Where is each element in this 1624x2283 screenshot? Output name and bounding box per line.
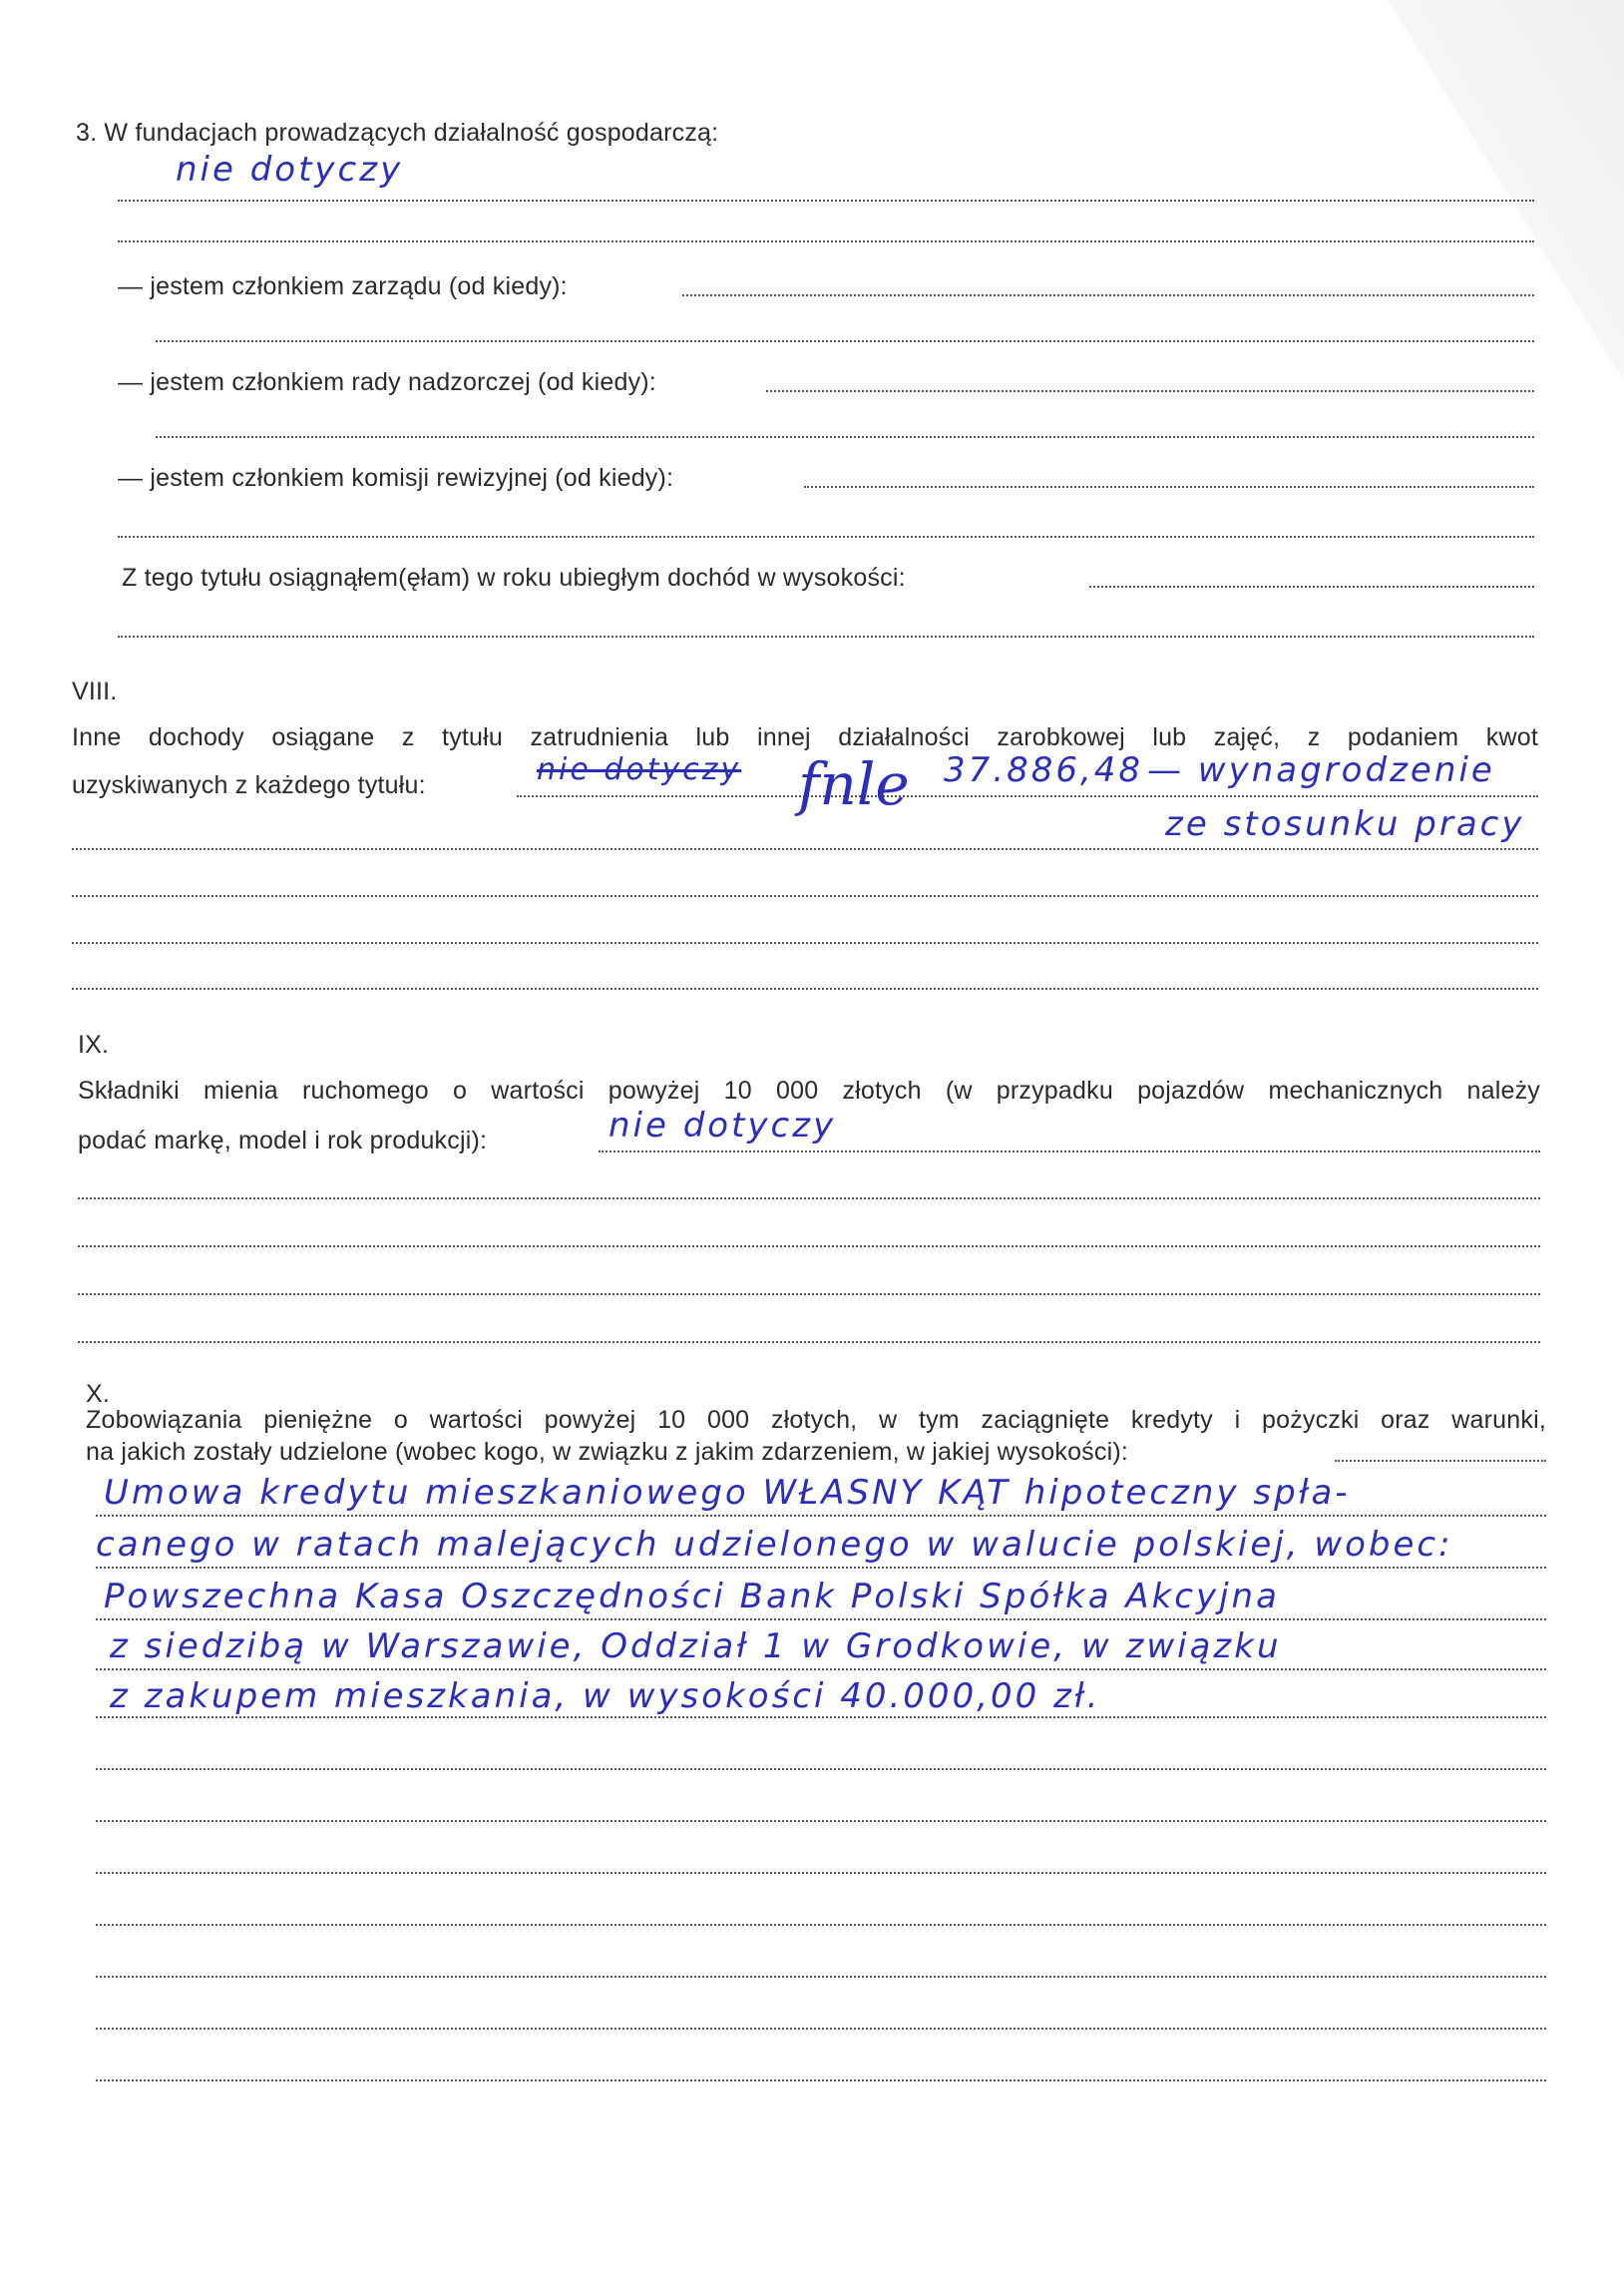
rada-label: — jestem członkiem rady nadzorczej (od kiedy): [118, 368, 656, 396]
section-8-description: — wynagrodzenie [1147, 750, 1495, 790]
answer-line[interactable] [118, 200, 1534, 202]
komisja-label: — jestem członkiem komisji rewizyjnej (od kiedy): [118, 464, 674, 492]
answer-line[interactable] [72, 942, 1538, 944]
section-9-text-2: podać markę, model i rok produkcji): [78, 1127, 488, 1154]
answer-line[interactable] [682, 294, 1534, 296]
answer-line[interactable] [96, 2079, 1546, 2081]
initials-mark: fnle [798, 750, 910, 818]
answer-line[interactable] [156, 436, 1534, 438]
answer-line[interactable] [1089, 586, 1534, 588]
section-9-numeral: IX. [78, 1031, 110, 1059]
section-10-text-2: na jakich zostały udzielone (wobec kogo, w związku z jakim zdarzeniem, w jakiej wysokości): [86, 1438, 1128, 1466]
folded-corner [1365, 0, 1624, 419]
answer-line[interactable] [517, 795, 1538, 797]
answer-line[interactable] [72, 988, 1538, 990]
answer-line[interactable] [156, 340, 1534, 342]
answer-line[interactable] [96, 1976, 1546, 1978]
section-3-answer: nie dotyczy [176, 150, 404, 190]
answer-line[interactable] [96, 1768, 1546, 1770]
answer-line[interactable] [96, 1515, 1546, 1517]
section-9-answer: nie dotyczy [609, 1106, 837, 1145]
section-10-answer-line: Umowa kredytu mieszkaniowego WŁASNY KĄT hipoteczny spła- [104, 1473, 1351, 1513]
answer-line[interactable] [72, 848, 1538, 850]
section-8-numeral: VIII. [72, 678, 118, 705]
section-10-answer-line: z zakupem mieszkania, w wysokości 40.000,00 zł. [110, 1676, 1101, 1716]
section-8-struck-answer: nie dotyczy [537, 752, 742, 787]
answer-line[interactable] [599, 1150, 1540, 1152]
answer-line[interactable] [1335, 1460, 1546, 1462]
section-10-text: Zobowiązania pieniężne o wartości powyżej 10 000 złotych, w tym zaciągnięte kredyty i pożyczki oraz warunki, [86, 1406, 1546, 1434]
answer-line[interactable] [766, 390, 1534, 392]
section-8-text: Inne dochody osiągane z tytułu zatrudnienia lub innej działalności zarobkowej lub zajęć, z podaniem kwot [72, 723, 1538, 751]
answer-line[interactable] [118, 240, 1534, 242]
answer-line[interactable] [78, 1341, 1540, 1343]
answer-line[interactable] [78, 1245, 1540, 1247]
answer-line[interactable] [78, 1197, 1540, 1199]
zarzad-label: — jestem członkiem zarządu (od kiedy): [118, 272, 568, 300]
answer-line[interactable] [96, 1668, 1546, 1670]
answer-line[interactable] [118, 536, 1534, 538]
answer-line[interactable] [118, 636, 1534, 638]
section-3-title: 3. W fundacjach prowadzących działalność gospodarczą: [76, 119, 719, 147]
section-8-description-2: ze stosunku pracy [1165, 804, 1525, 844]
section-8-amount: 37.886,48 [944, 750, 1144, 790]
answer-line[interactable] [96, 2028, 1546, 2030]
answer-line[interactable] [96, 1872, 1546, 1874]
answer-line[interactable] [96, 1924, 1546, 1926]
section-10-answer-line: Powszechna Kasa Oszczędności Bank Polski Spółka Akcyjna [104, 1577, 1280, 1616]
answer-line[interactable] [96, 1567, 1546, 1569]
dochod-label: Z tego tytułu osiągnąłem(ęłam) w roku ubiegłym dochód w wysokości: [122, 564, 906, 592]
section-10-numeral: X. [86, 1380, 111, 1408]
section-10-answer-line: z siedzibą w Warszawie, Oddział 1 w Grodkowie, w związku [110, 1626, 1282, 1666]
section-8-text-2: uzyskiwanych z każdego tytułu: [72, 771, 426, 799]
section-10-answer-line: canego w ratach malejących udzielonego w walucie polskiej, wobec: [96, 1525, 1453, 1565]
answer-line[interactable] [78, 1293, 1540, 1295]
answer-line[interactable] [72, 895, 1538, 897]
answer-line[interactable] [96, 1820, 1546, 1822]
answer-line[interactable] [96, 1716, 1546, 1718]
answer-line[interactable] [804, 486, 1534, 488]
section-9-text: Składniki mienia ruchomego o wartości powyżej 10 000 złotych (w przypadku pojazdów mechanicznych należy [78, 1077, 1540, 1105]
answer-line[interactable] [96, 1618, 1546, 1620]
